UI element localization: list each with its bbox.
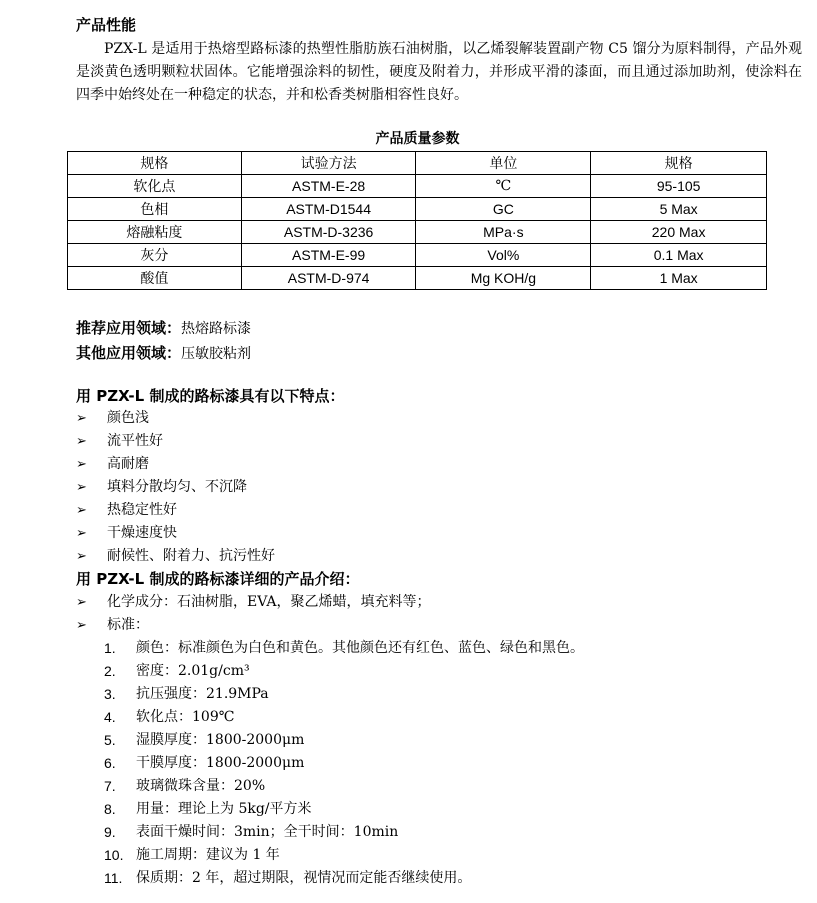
list-item: ➢ 化学成分：石油树脂，EVA，聚乙烯蜡，填充料等；	[76, 591, 431, 614]
other-label: 其他应用领域：	[76, 344, 182, 362]
recommended-application	[76, 316, 251, 341]
table-row	[68, 267, 767, 290]
table-row	[68, 175, 767, 198]
arrow-bullet-icon: ➢	[76, 480, 87, 495]
list-item: 5. 湿膜厚度：1800-2000μm	[104, 732, 305, 748]
table-header-cell: 规格	[68, 152, 242, 175]
arrow-bullet-icon: ➢	[76, 549, 87, 564]
recommended-label: 推荐应用领域：	[76, 319, 182, 337]
table-cell: 0.1 Max	[591, 244, 767, 267]
table-cell: ASTM-D-974	[241, 267, 416, 290]
list-item: 6. 干膜厚度：1800-2000μm	[104, 755, 305, 771]
intro-paragraph	[76, 38, 802, 107]
table-cell: 95-105	[591, 175, 767, 198]
table-cell: 软化点	[68, 175, 242, 198]
list-item: 10. 施工周期：建议为 1 年	[104, 847, 280, 863]
table-caption: 产品质量参数	[375, 131, 460, 147]
list-item: 8. 用量：理论上为 5kg/平方米	[104, 801, 312, 817]
table-cell: 220 Max	[591, 221, 767, 244]
features-list	[76, 407, 275, 568]
table-cell: 灰分	[68, 244, 242, 267]
table-cell: Mg KOH/g	[416, 267, 591, 290]
table-header-cell: 试验方法	[241, 152, 416, 175]
table-cell: ASTM-E-28	[241, 175, 416, 198]
table-cell: 熔融粘度	[68, 221, 242, 244]
list-item: ➢ 耐候性、附着力、抗污性好	[76, 545, 275, 568]
details-list	[76, 591, 431, 637]
other-value: 压敏胶粘剂	[181, 346, 252, 362]
list-item: 3. 抗压强度：21.9MPa	[104, 686, 269, 702]
list-item: 7. 玻璃微珠含量：20%	[104, 778, 266, 794]
details-title: 用 PZX-L 制成的路标漆详细的产品介绍：	[76, 570, 360, 588]
features-title: 用 PZX-L 制成的路标漆具有以下特点：	[76, 387, 345, 405]
arrow-bullet-icon: ➢	[76, 595, 87, 610]
table-cell: 1 Max	[591, 267, 767, 290]
list-item: ➢ 填料分散均匀、不沉降	[76, 476, 275, 499]
arrow-bullet-icon: ➢	[76, 411, 87, 426]
table-cell: 色相	[68, 198, 242, 221]
list-item: ➢ 流平性好	[76, 430, 275, 453]
list-item: ➢ 颜色浅	[76, 407, 275, 430]
quality-params-table	[67, 151, 767, 290]
list-item: 1. 颜色：标准颜色为白色和黄色。其他颜色还有红色、蓝色、绿色和黑色。	[104, 640, 584, 656]
table-cell: Vol%	[416, 244, 591, 267]
list-item: 9. 表面干燥时间：3min；全干时间：10min	[104, 824, 399, 840]
table-header-row	[68, 152, 767, 175]
arrow-bullet-icon: ➢	[76, 526, 87, 541]
list-item: ➢ 高耐磨	[76, 453, 275, 476]
list-item: ➢ 标准：	[76, 614, 431, 637]
standards-list	[104, 637, 584, 890]
table-cell: GC	[416, 198, 591, 221]
table-header-cell: 单位	[416, 152, 591, 175]
table-cell: 5 Max	[591, 198, 767, 221]
table-cell: 酸值	[68, 267, 242, 290]
list-item: ➢ 干燥速度快	[76, 522, 275, 545]
table-cell: MPa·s	[416, 221, 591, 244]
table-row	[68, 244, 767, 267]
list-item: 4. 软化点：109℃	[104, 709, 235, 725]
table-header-cell: 规格	[591, 152, 767, 175]
applications-block	[76, 316, 251, 366]
table-cell: ASTM-D1544	[241, 198, 416, 221]
list-item: 11. 保质期：2 年，超过期限，视情况而定能否继续使用。	[104, 870, 472, 886]
intro-text: PZX-L 是适用于热熔型路标漆的热塑性脂肪族石油树脂，以乙烯裂解装置副产物 C5 馏分为原料制得，产品外观是淡黄色透明颗粒状固体。它能增强涂料的韧性，硬度及附着力，并形成平滑的漆面，而且通过添加助剂，使涂料在四季中始终处在一种稳定的状态，并和松香类树脂相容性良好。	[76, 41, 802, 103]
recommended-value: 热熔路标漆	[181, 321, 252, 337]
list-item: ➢ 热稳定性好	[76, 499, 275, 522]
table-cell: ℃	[416, 175, 591, 198]
table-cell: ASTM-E-99	[241, 244, 416, 267]
list-item: 2. 密度：2.01g/cm³	[104, 663, 250, 679]
arrow-bullet-icon: ➢	[76, 457, 87, 472]
section-title: 产品性能	[76, 16, 137, 34]
table-row	[68, 221, 767, 244]
table-cell: ASTM-D-3236	[241, 221, 416, 244]
arrow-bullet-icon: ➢	[76, 503, 87, 518]
arrow-bullet-icon: ➢	[76, 618, 87, 633]
arrow-bullet-icon: ➢	[76, 434, 87, 449]
table-row	[68, 198, 767, 221]
other-application	[76, 341, 251, 366]
